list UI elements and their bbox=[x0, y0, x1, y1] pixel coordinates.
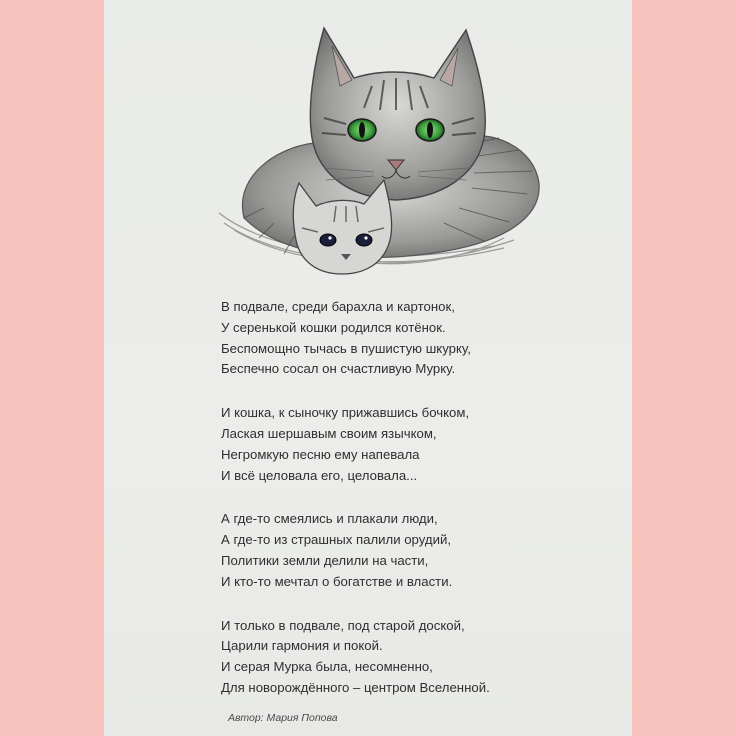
poem-line: Лаская шершавым своим язычком, bbox=[221, 425, 437, 441]
stanza-1 bbox=[221, 297, 621, 380]
poem-line: Беспомощно тычась в пушистую шкурку, bbox=[221, 340, 471, 356]
poem-line: Для новорождённого – центром Вселенной. bbox=[221, 679, 490, 695]
poem-line: И кто-то мечтал о богатстве и власти. bbox=[221, 573, 453, 589]
stanza-2 bbox=[221, 403, 621, 486]
poem-line: И серая Мурка была, несомненно, bbox=[221, 659, 433, 675]
poem-line: А где-то смеялись и плакали люди, bbox=[221, 511, 438, 527]
poem-line: Царили гармония и покой. bbox=[221, 638, 383, 654]
poem-text bbox=[221, 297, 621, 722]
stanza-4 bbox=[221, 616, 621, 699]
poem-card bbox=[104, 0, 632, 736]
poem-line: И только в подвале, под старой доской, bbox=[221, 617, 465, 633]
poem-line: А где-то из страшных палили орудий, bbox=[221, 532, 451, 548]
poem-line: У серенькой кошки родился котёнок. bbox=[221, 319, 446, 335]
poem-line: Негромкую песню ему напевала bbox=[221, 446, 420, 462]
poem-line: Политики земли делили на части, bbox=[221, 552, 429, 568]
poem-line: И кошка, к сыночку прижавшись бочком, bbox=[221, 405, 470, 421]
poem-line: В подвале, среди барахла и картонок, bbox=[221, 299, 455, 314]
poem-line: Беспечно сосал он счастливую Мурку. bbox=[221, 361, 456, 377]
cat-and-kitten-illustration bbox=[204, 8, 544, 280]
poem-author: Автор: Мария Попова bbox=[228, 712, 338, 724]
poem-line: И всё целовала его, целовала... bbox=[221, 467, 418, 483]
stanza-3 bbox=[221, 509, 621, 592]
